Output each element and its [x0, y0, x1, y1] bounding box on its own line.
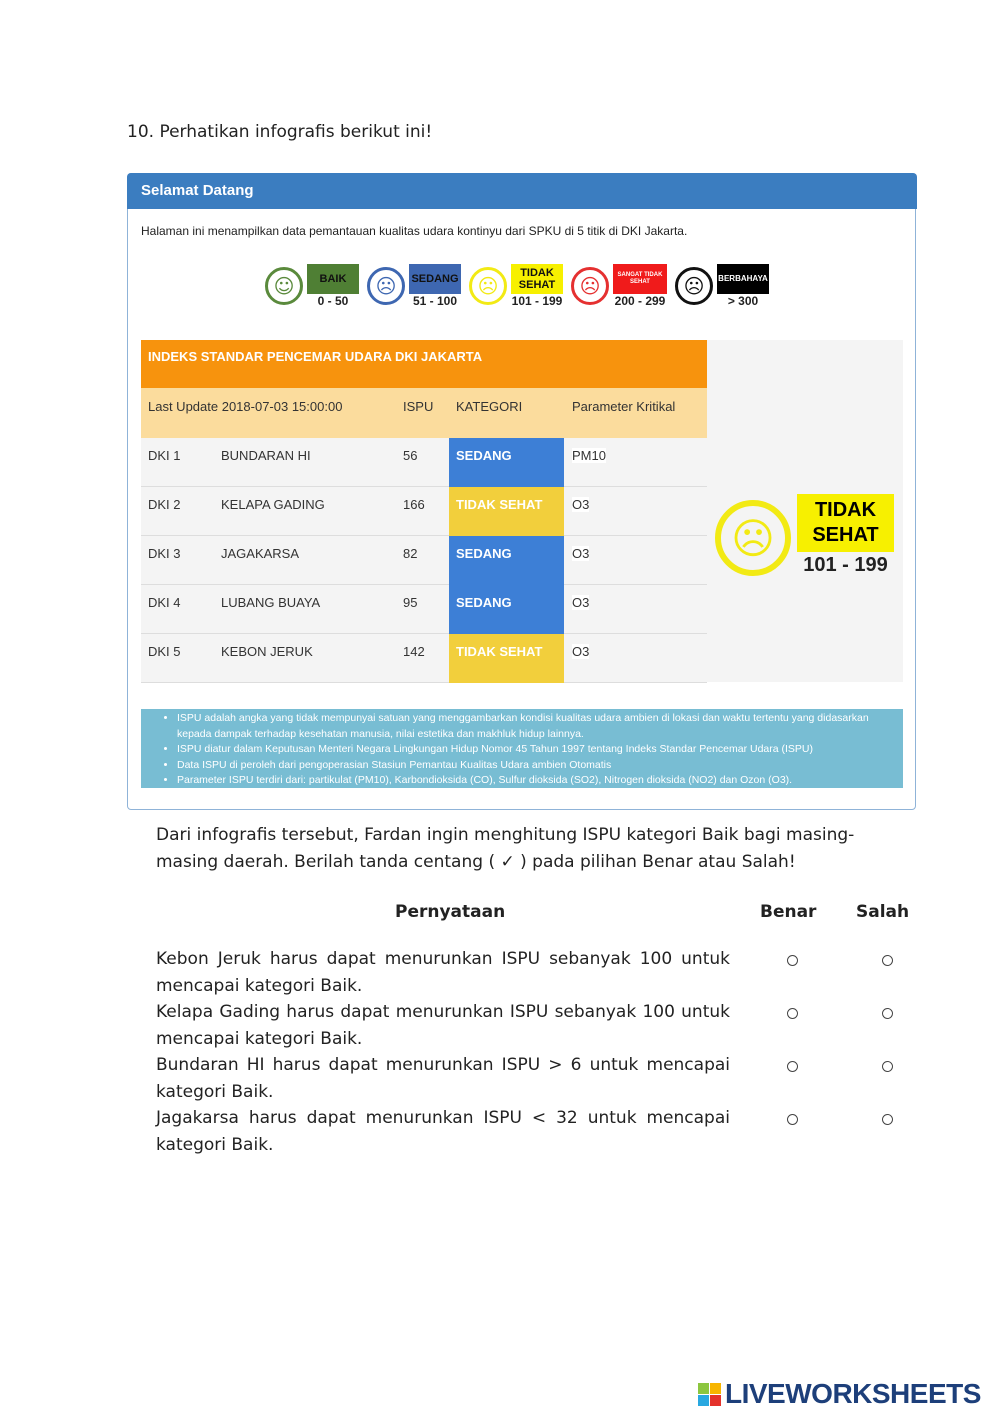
note-item: • ISPU adalah angka yang tidak mempunyai satuan yang menggambarkan kondisi kualitas udara ambien di lokasi dan waktu tertentu yang didasarkan kepada dampak terhadap kesehatan manusia, nilai estetika dan makhluk hidup lainnya.: [177, 711, 897, 742]
table-row: [141, 487, 707, 536]
table-title: INDEKS STANDAR PENCEMAR UDARA DKI JAKARTA: [141, 340, 707, 388]
face-icon: ☹: [367, 267, 405, 305]
ispu-value: 95: [403, 595, 418, 610]
station-id: DKI 2: [148, 497, 181, 512]
ispu-value: 166: [403, 497, 425, 512]
instruction: Dari infografis tersebut, Fardan ingin menghitung ISPU kategori Baik bagi masing-masing daerah. Berilah tanda centang ( ✓ ) pada pilihan Benar atau Salah!: [156, 825, 855, 872]
statement: Kebon Jeruk harus dapat menurunkan ISPU sebanyak 100 untuk mencapai kategori Baik.: [156, 949, 730, 996]
station-name: BUNDARAN HI: [221, 448, 311, 463]
ispu-value: 142: [403, 644, 425, 659]
panel-intro: Halaman ini menampilkan data pemantauan kualitas udara kontinyu dari SPKU di 5 titik di DKI Jakarta.: [141, 224, 688, 238]
legend-label: SEDANG: [409, 264, 461, 294]
station-id: DKI 4: [148, 595, 181, 610]
col-kategori: KATEGORI: [456, 399, 523, 414]
notes-box: [141, 709, 903, 788]
statement: Jagakarsa harus dapat menurunkan ISPU < 32 untuk mencapai kategori Baik.: [156, 1108, 730, 1155]
last-update: Last Update 2018-07-03 15:00:00: [148, 399, 343, 414]
current-line2: SEHAT: [812, 524, 879, 546]
face-icon: ☹: [571, 267, 609, 305]
legend-label: BERBAHAYA: [717, 264, 769, 294]
category-badge: TIDAK SEHAT: [449, 634, 564, 683]
category-badge: TIDAK SEHAT: [449, 487, 564, 536]
benar-radio[interactable]: [787, 955, 798, 966]
col-ispu: ISPU: [403, 399, 434, 414]
legend-item: [571, 264, 667, 308]
station-name: KEBON JERUK: [221, 644, 313, 659]
col-statement-header: Pernyataan: [395, 902, 506, 922]
question-title: 10. Perhatikan infografis berikut ini!: [127, 122, 433, 142]
salah-radio[interactable]: [882, 1008, 893, 1019]
station-id: DKI 5: [148, 644, 181, 659]
face-icon: ☺: [265, 267, 303, 305]
station-name: LUBANG BUAYA: [221, 595, 321, 610]
table-row: [141, 536, 707, 585]
statement: Kelapa Gading harus dapat menurunkan ISPU sebanyak 100 untuk mencapai kategori Baik.: [156, 1002, 730, 1049]
statement: Bundaran HI harus dapat menurunkan ISPU > 6 untuk mencapai kategori Baik.: [156, 1055, 730, 1102]
table-row: [141, 585, 707, 634]
critical-parameter: O3: [572, 546, 590, 561]
category-badge: SEDANG: [449, 585, 564, 634]
critical-parameter: PM10: [572, 448, 606, 463]
station-id: DKI 1: [148, 448, 181, 463]
category-badge: SEDANG: [449, 536, 564, 585]
benar-radio[interactable]: [787, 1061, 798, 1072]
face-icon: ☹: [469, 267, 507, 305]
legend-label: SANGAT TIDAK SEHAT: [613, 264, 667, 294]
legend-item: [265, 264, 359, 308]
benar-radio[interactable]: [787, 1008, 798, 1019]
table-header: [141, 388, 707, 438]
critical-parameter: O3: [572, 595, 590, 610]
benar-radio[interactable]: [787, 1114, 798, 1125]
legend-item: [367, 264, 461, 308]
legend-range: 0 - 50: [317, 294, 349, 308]
face-icon: ☹: [675, 267, 713, 305]
crying-face-icon: ☹: [715, 500, 791, 576]
table-row: [141, 438, 707, 487]
salah-radio[interactable]: [882, 1114, 893, 1125]
col-false-header: Salah: [856, 902, 910, 922]
station-name: JAGAKARSA: [221, 546, 300, 561]
legend-range: > 300: [727, 294, 759, 308]
critical-parameter: O3: [572, 497, 590, 512]
legend-item: [675, 264, 769, 308]
current-status-panel: [707, 340, 903, 682]
ispu-legend: [265, 264, 769, 308]
salah-radio[interactable]: [882, 1061, 893, 1072]
legend-label: TIDAK SEHAT: [511, 264, 563, 294]
note-item: • Parameter ISPU terdiri dari: partikulat (PM10), Karbondioksida (CO), Sulfur dioksida (SO2), Nitrogen dioksida (NO2) dan Ozon (O3).: [177, 773, 897, 789]
logo-text: LIVEWORKSHEETS: [725, 1378, 981, 1409]
salah-radio[interactable]: [882, 955, 893, 966]
col-parameter: Parameter Kritikal: [572, 399, 676, 414]
ispu-value: 56: [403, 448, 418, 463]
station-name: KELAPA GADING: [221, 497, 325, 512]
ispu-value: 82: [403, 546, 418, 561]
table-row: [141, 634, 707, 683]
critical-parameter: O3: [572, 644, 590, 659]
legend-label: BAIK: [307, 264, 359, 294]
live-logo-icon: [698, 1383, 721, 1406]
category-badge: SEDANG: [449, 438, 564, 487]
legend-range: 101 - 199: [511, 294, 563, 308]
liveworksheets-logo: [698, 1378, 981, 1410]
legend-range: 51 - 100: [412, 294, 458, 308]
current-range: 101 - 199: [803, 554, 888, 576]
panel-title: Selamat Datang: [127, 173, 917, 209]
col-true-header: Benar: [760, 902, 817, 922]
legend-range: 200 - 299: [614, 294, 666, 308]
note-item: • ISPU diatur dalam Keputusan Menteri Negara Lingkungan Hidup Nomor 45 Tahun 1997 tentang Indeks Standar Pencemar Udara (ISPU): [177, 742, 897, 758]
note-item: • Data ISPU di peroleh dari pengoperasian Stasiun Pemantau Kualitas Udara ambien Otomatis: [177, 758, 897, 774]
current-line1: TIDAK: [814, 499, 877, 521]
station-id: DKI 3: [148, 546, 181, 561]
legend-item: [469, 264, 563, 308]
current-category-badge: [797, 494, 894, 552]
